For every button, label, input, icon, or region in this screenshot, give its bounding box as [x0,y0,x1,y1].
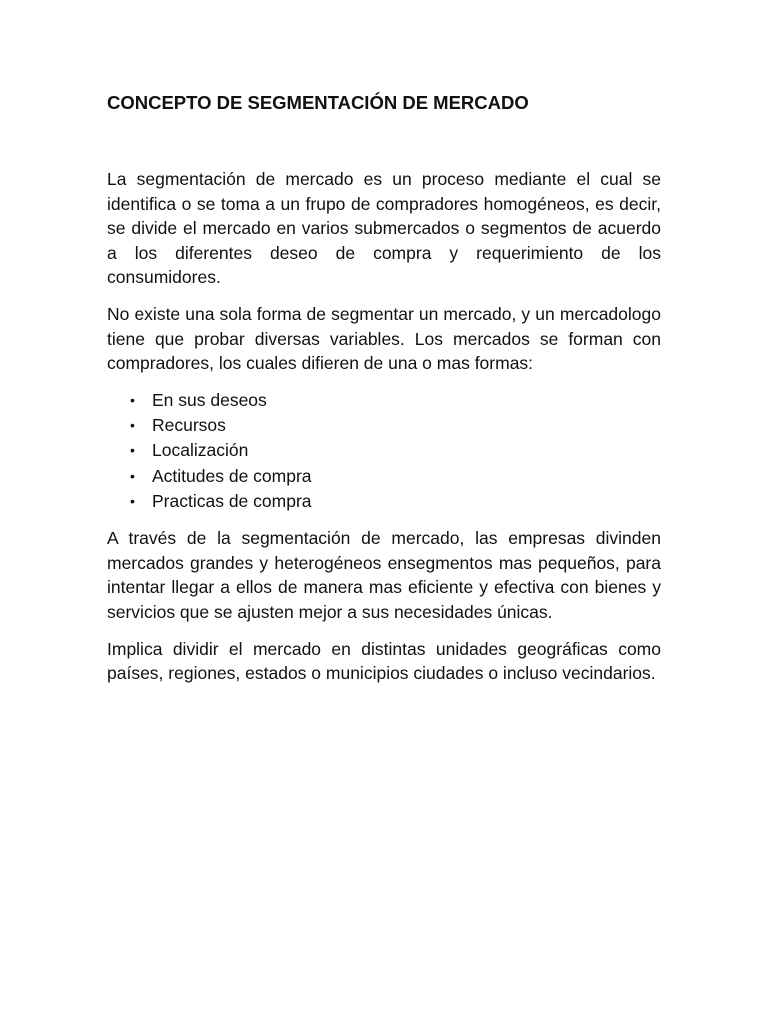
bullet-icon: • [130,417,135,434]
paragraph-definition: La segmentación de mercado es un proceso mediante el cual se identifica o se toma a un frupo de compradores homogéneos, es decir, se divide el mercado en varios submercados o segmentos de acuerdo a los diferentes deseo de compra y requerimiento de los consumidores. [107,169,661,288]
paragraph-variables: No existe una sola forma de segmentar un mercado, y un mercadologo tiene que probar diversas variables. Los mercados se forman con compradores, los cuales difieren de una o mas formas: [107,303,661,374]
bullet-icon: • [130,442,135,459]
bullet-list [107,388,661,514]
bullet-icon: • [130,467,135,484]
document-title: CONCEPTO DE SEGMENTACIÓN DE MERCADO [107,92,529,113]
list-item [130,464,661,489]
list-item [130,388,661,413]
paragraph-geographic: Implica dividir el mercado en distintas unidades geográficas como países, regiones, estados o municipios ciudades o incluso vecindarios. [107,638,661,684]
bullet-icon: • [130,492,135,509]
list-item-text: Actitudes de compra [152,465,312,486]
paragraph-benefits: A través de la segmentación de mercado, las empresas divinden mercados grandes y heterogéneos ensegmentos mas pequeños, para intentar llegar a ellos de manera mas eficiente y efectiva con bienes y servicios que se ajusten mejor a sus necesidades únicas. [107,528,661,623]
list-item-text: Localización [152,440,249,461]
list-item-text: Practicas de compra [152,490,312,511]
list-item-text: En sus deseos [152,389,267,410]
bullet-icon: • [130,391,135,408]
list-item [130,489,661,514]
document-body [107,167,661,698]
list-item [130,413,661,438]
list-item-text: Recursos [152,415,226,436]
list-item [130,438,661,463]
